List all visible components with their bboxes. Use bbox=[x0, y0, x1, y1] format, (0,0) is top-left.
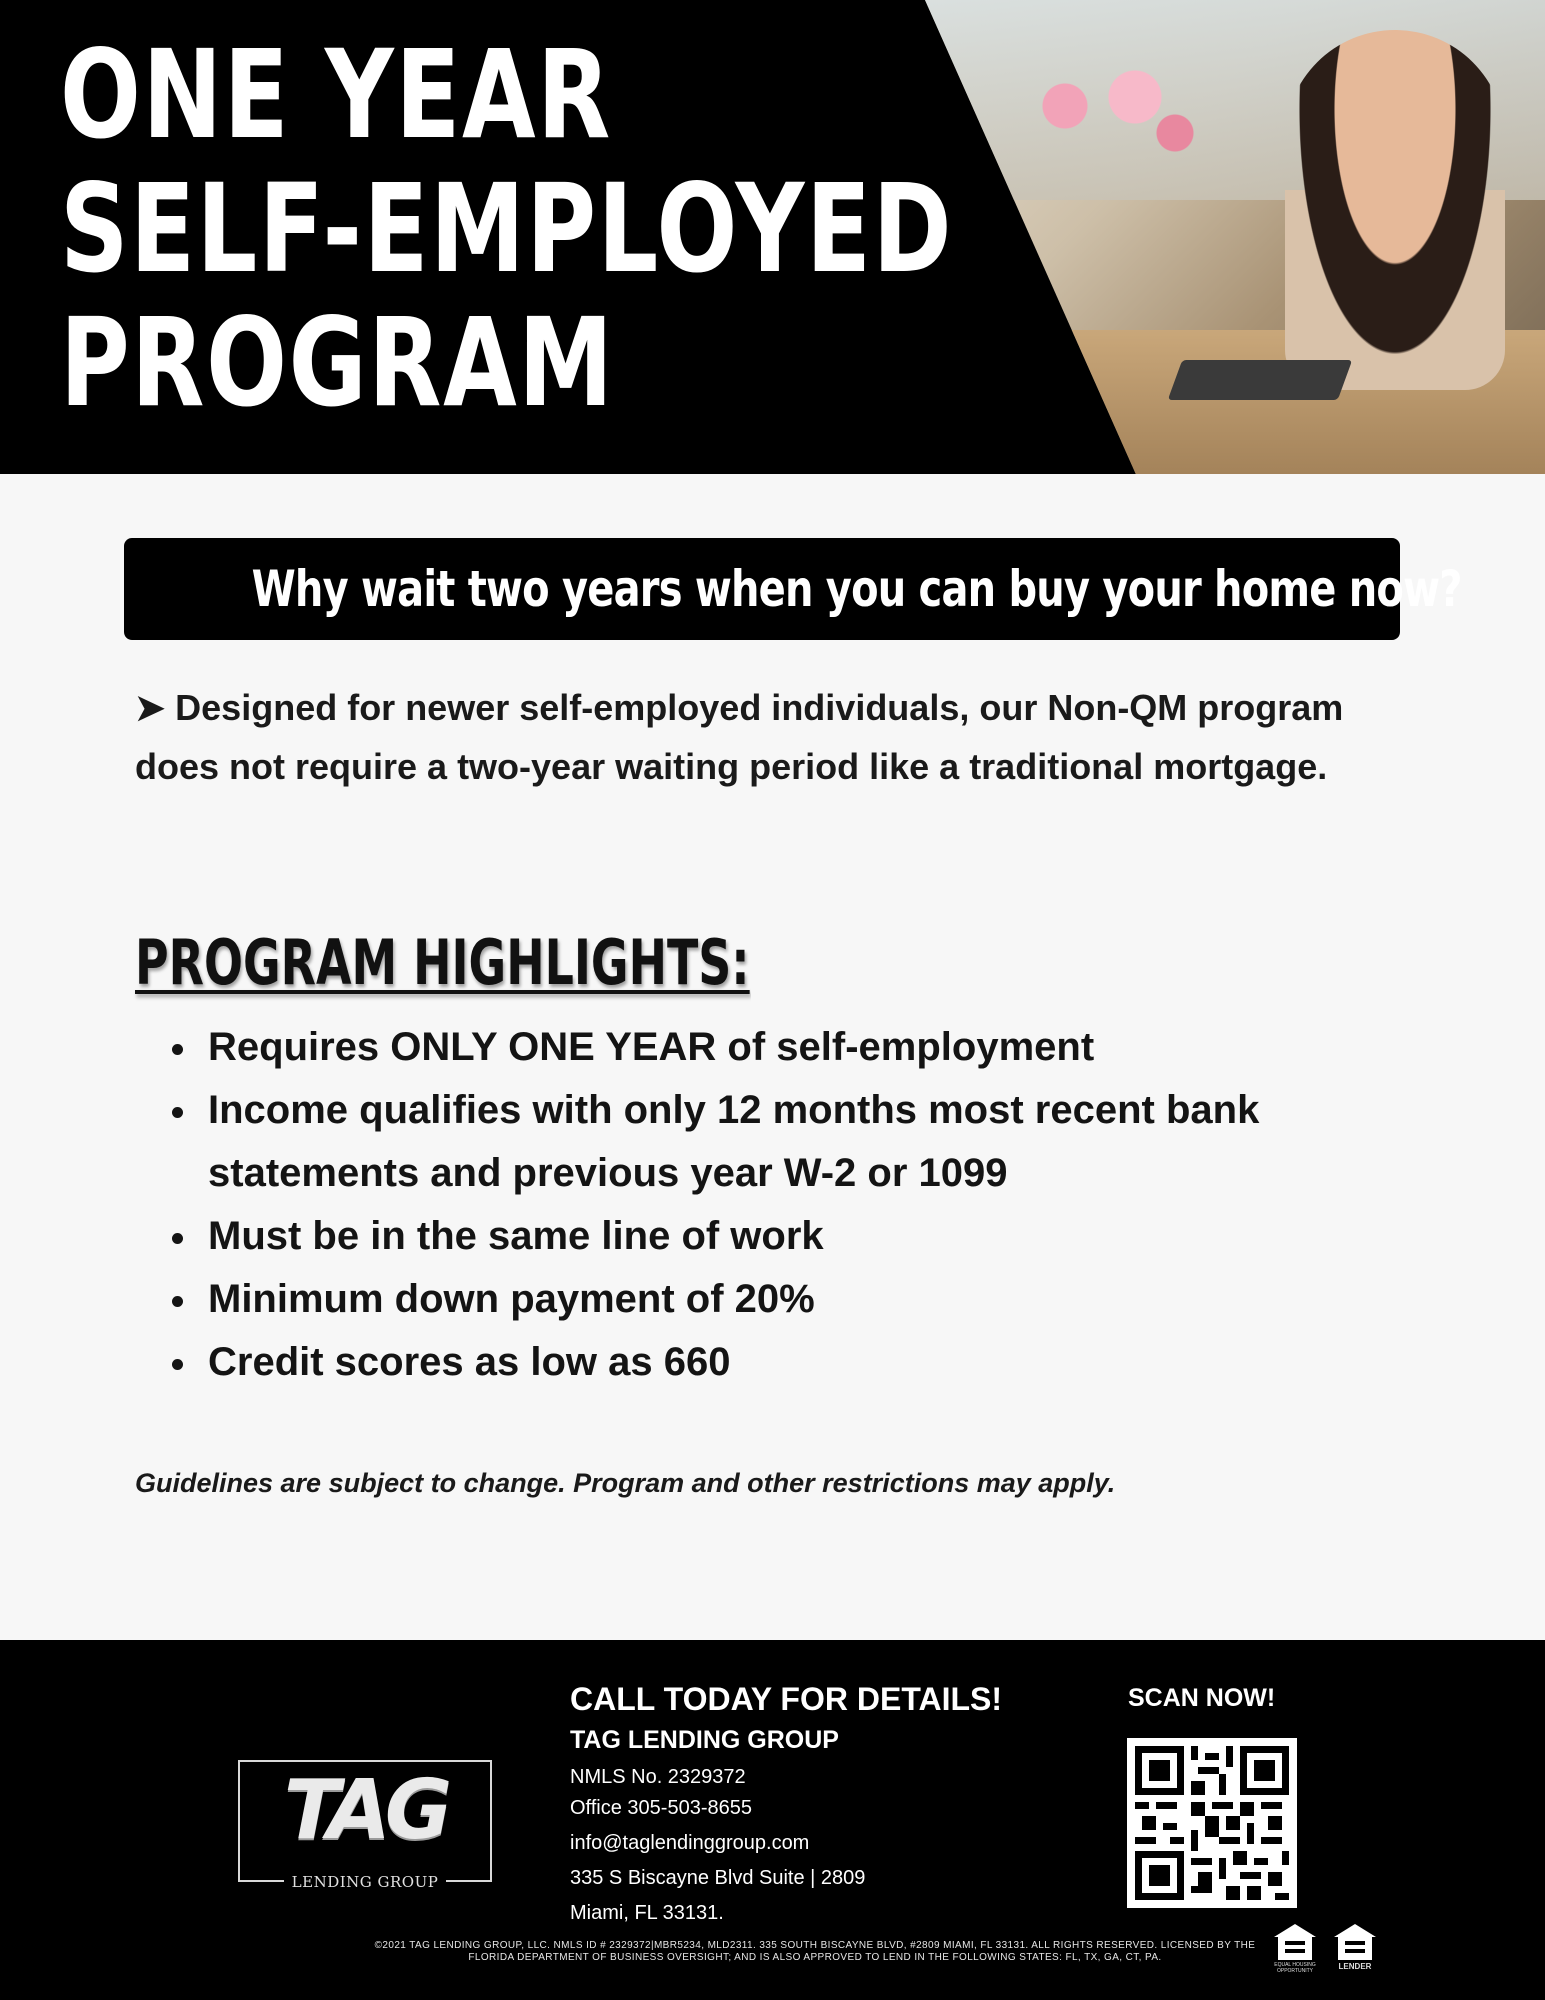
call-to-action: CALL TODAY FOR DETAILS! bbox=[570, 1681, 1003, 1717]
qr-code-icon bbox=[1135, 1746, 1289, 1900]
company-name: TAG LENDING GROUP bbox=[570, 1726, 839, 1754]
nmls-number: NMLS No. 2329372 bbox=[570, 1766, 746, 1788]
equal-housing-opportunity-logo bbox=[1272, 1922, 1318, 1974]
address-line-1: 335 S Biscayne Blvd Suite | 2809 bbox=[570, 1867, 866, 1889]
intro-paragraph: ➤ Designed for newer self-employed individuals, our Non-QM program does not require a two-year waiting period like a traditional mortgage. bbox=[135, 687, 1344, 787]
equal-housing-caption: EQUAL HOUSING OPPORTUNITY bbox=[1274, 1962, 1316, 1974]
list-item: Credit scores as low as 660 bbox=[160, 1331, 1400, 1394]
list-item: Income qualifies with only 12 months most recent bank statements and previous year W-2 or 1099 bbox=[160, 1079, 1400, 1205]
highlights-heading: PROGRAM HIGHLIGHTS: bbox=[135, 926, 750, 999]
equal-housing-lender-logo bbox=[1332, 1922, 1378, 1971]
question-banner bbox=[124, 538, 1462, 640]
photo-laptop bbox=[1168, 360, 1353, 400]
list-item: Minimum down payment of 20% bbox=[160, 1268, 1400, 1331]
company-logo bbox=[238, 1760, 492, 1891]
office-phone[interactable]: Office 305-503-8655 bbox=[570, 1797, 752, 1819]
list-item: Requires ONLY ONE YEAR of self-employment bbox=[160, 1016, 1400, 1079]
title-line: PROGRAM bbox=[60, 292, 615, 434]
hero-photo bbox=[925, 0, 1545, 474]
house-icon bbox=[1272, 1922, 1318, 1962]
highlights-list bbox=[160, 1016, 1400, 1394]
question-text: Why wait two years when you can buy your home now? bbox=[251, 560, 1462, 618]
title-line: SELF-EMPLOYED bbox=[60, 158, 954, 300]
logo-subtitle: LENDING GROUP bbox=[284, 1873, 447, 1891]
legal-fineprint: ©2021 TAG LENDING GROUP, LLC. NMLS ID # 2329372|MBR5234, MLD2311. 335 SOUTH BISCAYNE BLVD, #2809 MIAMI, FL 33131. ALL RIGHTS RESERVED. LICENSED BY THE FLORIDA DEPARTMENT OF BUSINESS OVERSIGHT; AND IS ALSO APPROVED TO LEND IN THE FOLLOWING STATES: FL, TX, GA, CT, PA. bbox=[374, 1940, 1256, 1963]
scan-label: SCAN NOW! bbox=[1128, 1684, 1276, 1712]
house-icon bbox=[1332, 1922, 1378, 1962]
logo-subtitle-wrap bbox=[240, 1872, 490, 1891]
header-banner bbox=[0, 0, 1545, 474]
email-link[interactable]: info@taglendinggroup.com bbox=[570, 1832, 810, 1854]
title-line: ONE YEAR bbox=[60, 24, 612, 166]
photo-woman bbox=[1285, 30, 1505, 390]
contact-block bbox=[570, 1678, 1002, 1929]
page-title bbox=[60, 24, 954, 434]
footer bbox=[0, 1640, 1545, 2000]
list-item: Must be in the same line of work bbox=[160, 1205, 1400, 1268]
equal-housing-lender-caption: LENDER bbox=[1338, 1962, 1372, 1971]
photo-flowers bbox=[1005, 70, 1205, 160]
qr-code[interactable] bbox=[1127, 1738, 1297, 1908]
address-line-2: Miami, FL 33131. bbox=[570, 1902, 724, 1924]
logo-mark: TAG bbox=[283, 1763, 447, 1858]
disclaimer: Guidelines are subject to change. Program and other restrictions may apply. bbox=[135, 1468, 1116, 1498]
